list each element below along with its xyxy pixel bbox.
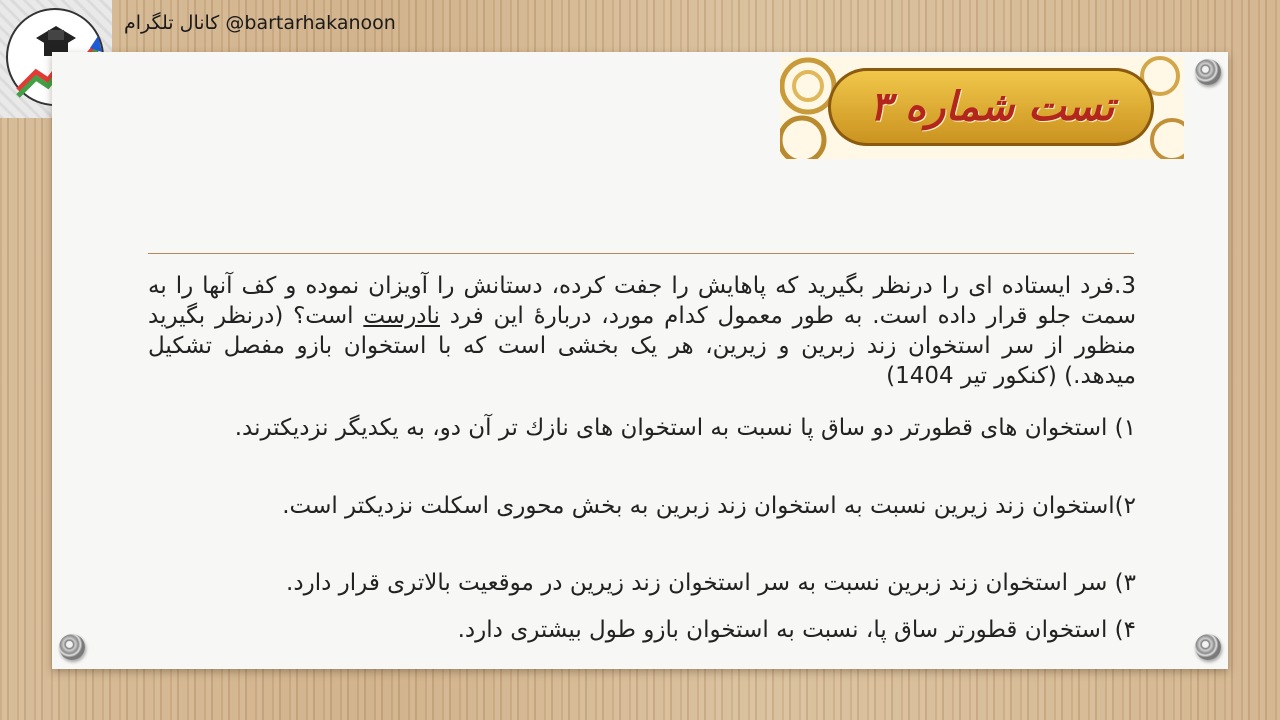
question-text: [148, 271, 1136, 391]
question-part1: 3.فرد ایستاده ای را درنظر بگیرید که پاهایش را جفت کرده، دستانش را آویزان نموده و کف آنها را به سمت جلو قرار داده است. به طور معمول کدام مورد، دربارهٔ این فرد: [148, 273, 1136, 329]
option-3: ۳) سر استخوان زند زبرین نسبت به سر استخوان زند زیرین در موقعیت بالاتری قرار دارد.: [286, 570, 1136, 596]
pin-icon-bottom-right: [1195, 634, 1221, 660]
question-emphasis: نادرست: [363, 303, 440, 329]
option-4: ۴) استخوان قطورتر ساق پا، نسبت به استخوان بازو طول بیشتری دارد.: [457, 617, 1136, 643]
banner-title: تست شماره ۳: [869, 84, 1115, 130]
channel-name: کانال تلگرام @bartarhakanoon: [124, 12, 396, 34]
option-1: ۱) استخوان های قطورتر دو ساق پا نسبت به استخوان های نازك تر آن دو، به یکدیگر نزدیکترند.: [234, 415, 1136, 441]
test-banner: [780, 56, 1184, 159]
pin-icon-top-right: [1195, 59, 1221, 85]
pin-icon-bottom-left: [59, 634, 85, 660]
option-2: ۲)استخوان زند زیرین نسبت به استخوان زند زبرین به بخش محوری اسکلت نزدیکتر است.: [282, 493, 1136, 519]
question-part2: است؟ (درنظر بگیرید منظور از سر استخوان زند زبرین و زیرین، هر یک بخشی است که با استخوان بازو مفصل تشکیل میدهد.) (کنکور تیر 1404): [148, 303, 1136, 389]
divider-line: [148, 253, 1134, 254]
